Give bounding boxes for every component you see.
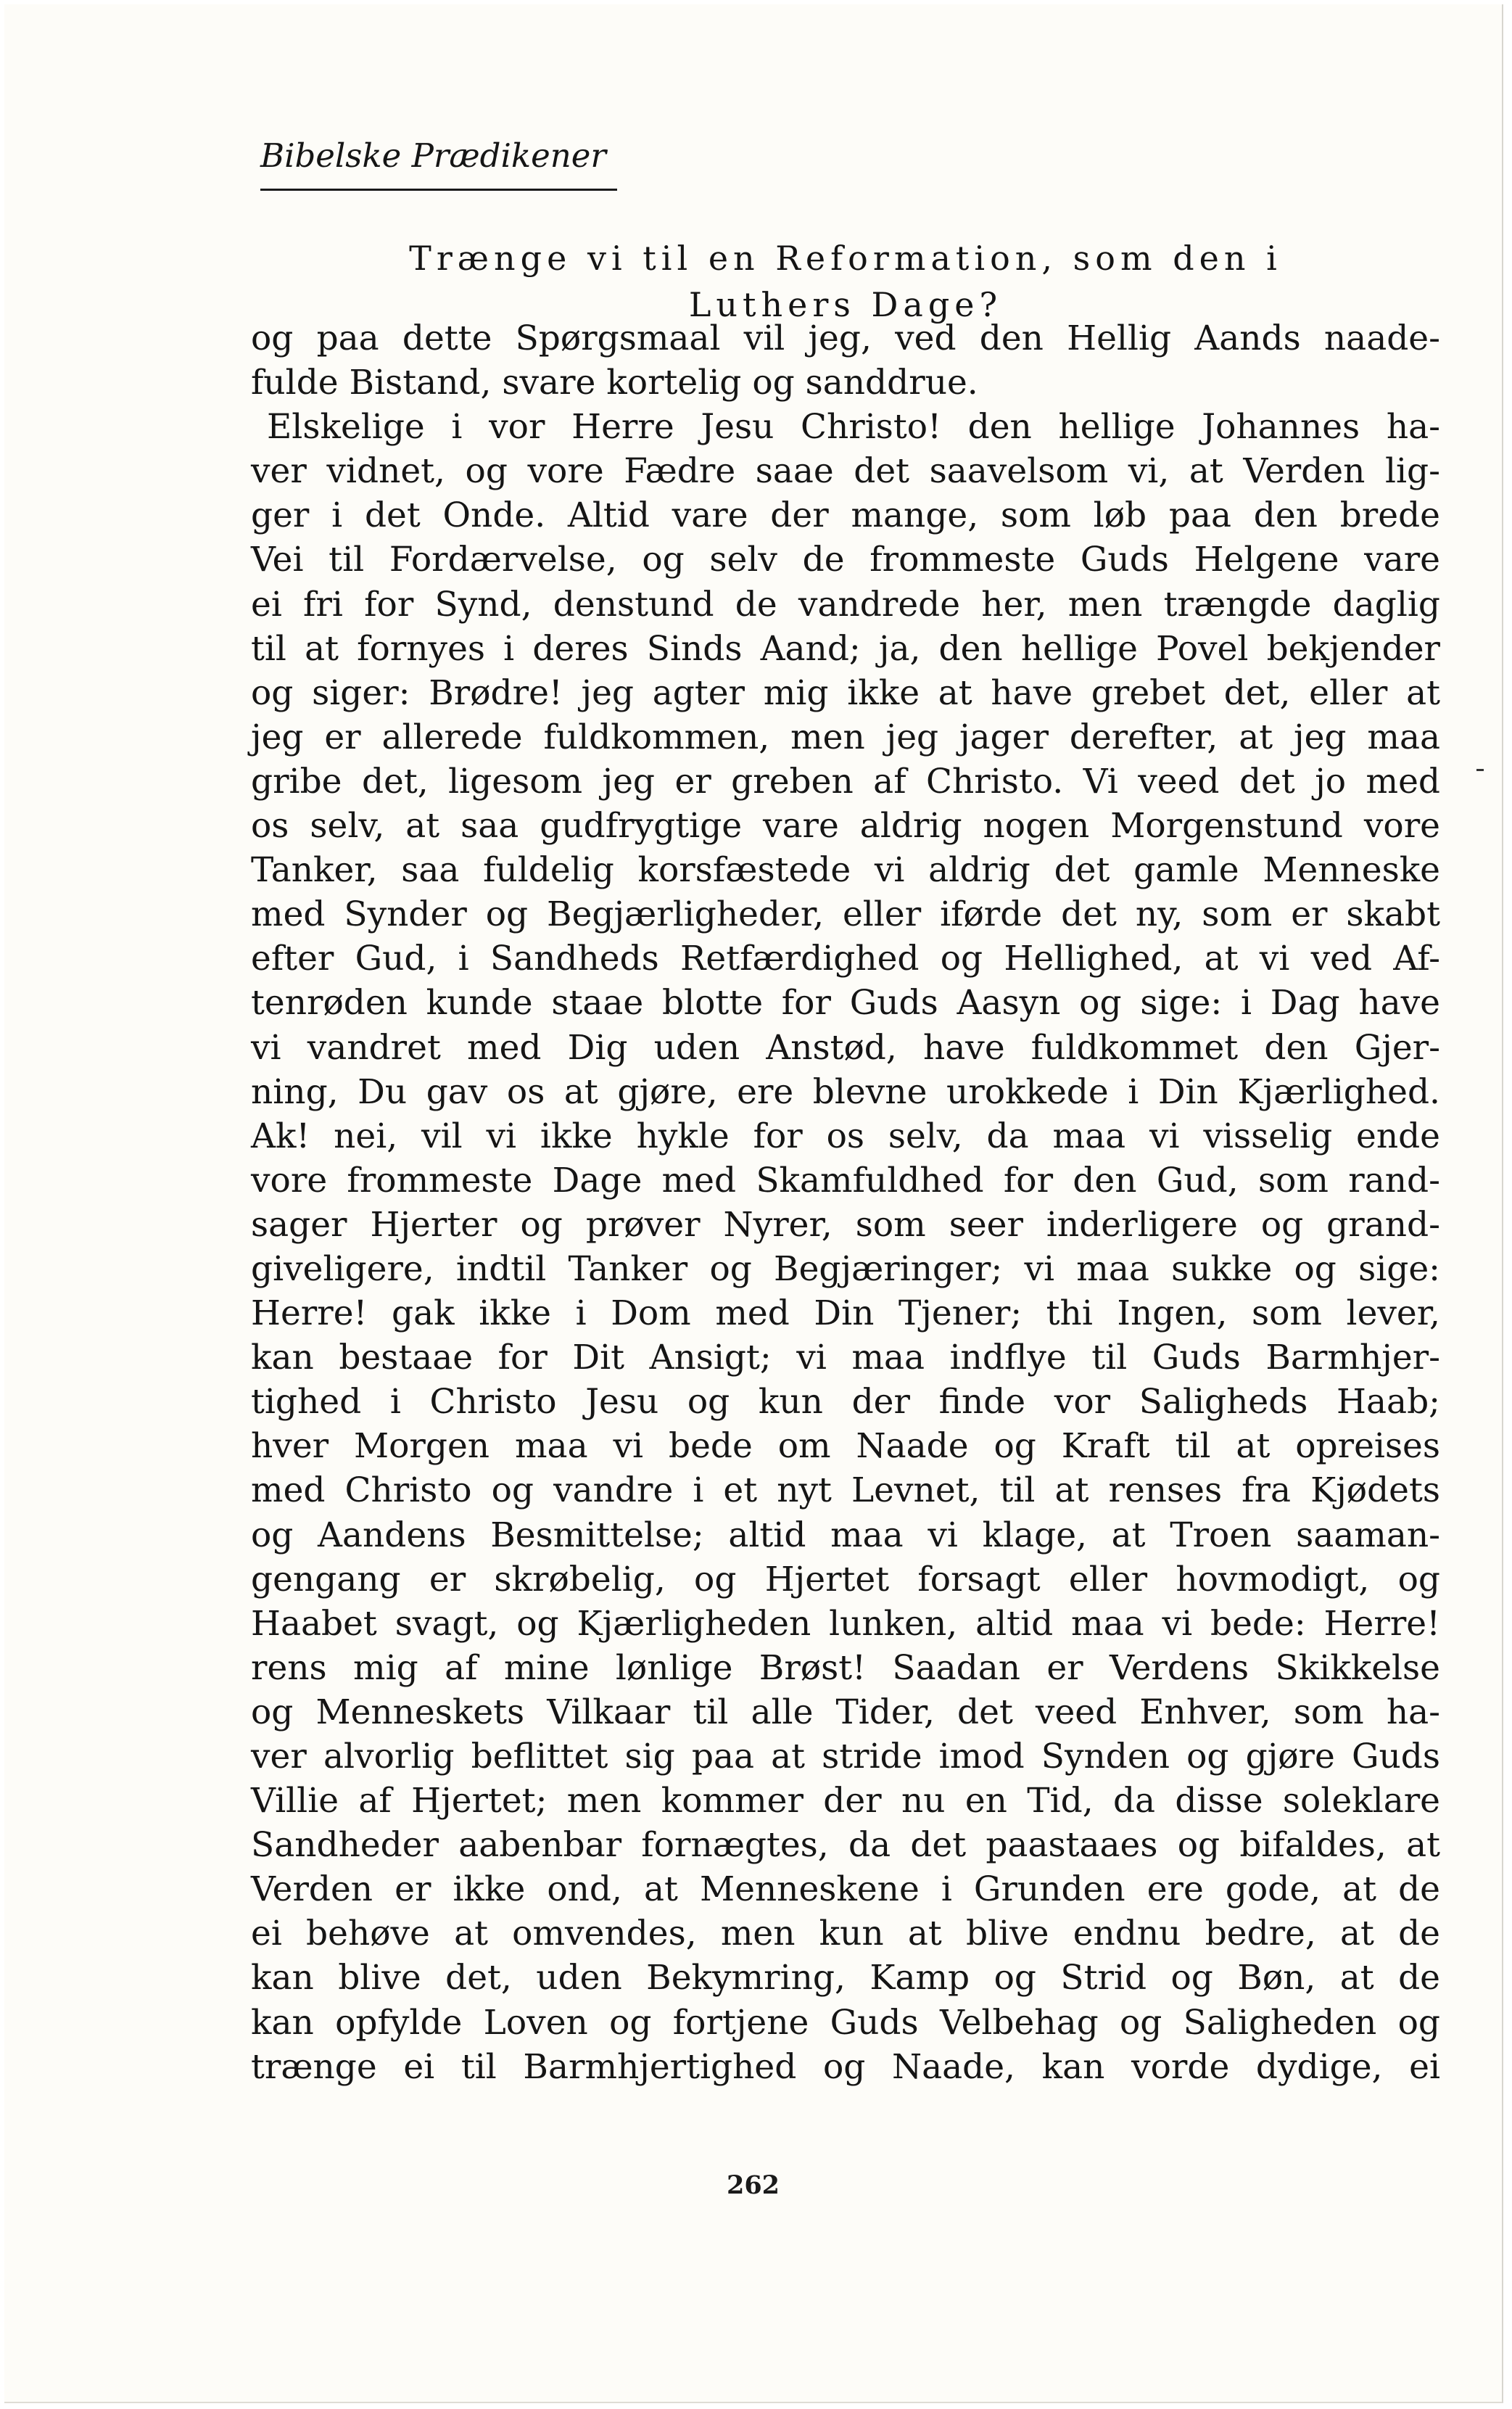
body-text	[251, 316, 1440, 2089]
text-line: ger i det Onde. Altid vare der mange, som løb paa den brede	[251, 495, 1440, 536]
text-line: Verden er ikke ond, at Menneskene i Grunden ere gode, at de	[251, 1869, 1440, 1910]
text-line: gengang er skrøbelig, og Hjertet forsagt eller hovmodigt, og	[251, 1559, 1440, 1599]
text-line: kan opfylde Loven og fortjene Guds Velbehag og Saligheden og	[251, 2002, 1440, 2043]
text-line: og paa dette Spørgsmaal vil jeg, ved den Hellig Aands naade-	[251, 318, 1440, 358]
text-line: gribe det, ligesom jeg er greben af Christo. Vi veed det jo med	[251, 761, 1440, 802]
margin-mark	[1476, 769, 1484, 771]
running-head: Bibelske Prædikener	[260, 136, 606, 175]
text-line: og siger: Brødre! jeg agter mig ikke at have grebet det, eller at	[251, 672, 1440, 713]
running-head-rule	[260, 189, 617, 191]
text-line: Ak! nei, vil vi ikke hykle for os selv, da maa vi visselig ende	[251, 1116, 1440, 1156]
text-line: Vei til Fordærvelse, og selv de frommeste Guds Helgene vare	[251, 540, 1440, 580]
text-line: vi vandret med Dig uden Anstød, have fuldkommet den Gjer-	[251, 1027, 1440, 1068]
text-line: rens mig af mine lønlige Brøst! Saadan er Verdens Skikkelse	[251, 1647, 1440, 1688]
text-line: ning, Du gav os at gjøre, ere blevne urokkede i Din Kjærlighed.	[251, 1071, 1440, 1112]
text-line: ver alvorlig beflittet sig paa at stride imod Synden og gjøre Guds	[251, 1737, 1440, 1776]
section-title	[251, 235, 1440, 328]
section-title-line-2: Luthers Dage?	[688, 285, 1003, 324]
text-line: med Synder og Begjærligheder, eller iførde det ny, som er skabt	[251, 894, 1440, 935]
text-line: trænge ei til Barmhjertighed og Naade, kan vorde dydige, ei	[251, 2046, 1440, 2087]
text-line: Herre! gak ikke i Dom med Din Tjener; thi Ingen, som lever,	[251, 1293, 1440, 1334]
text-line: til at fornyes i deres Sinds Aand; ja, den hellige Povel bekjender	[251, 628, 1440, 669]
text-line: efter Gud, i Sandheds Retfærdighed og Hellighed, at vi ved Af-	[251, 939, 1440, 979]
text-line: jeg er allerede fuldkommen, men jeg jager derefter, at jeg maa	[251, 717, 1440, 757]
text-line: tenrøden kunde staae blotte for Guds Aasyn og sige: i Dag have	[251, 983, 1440, 1024]
text-line: ver vidnet, og vore Fædre saae det saavelsom vi, at Verden lig-	[251, 451, 1440, 492]
text-line: ei behøve at omvendes, men kun at blive endnu bedre, at de	[251, 1914, 1440, 1954]
text-line: ei fri for Synd, denstund de vandrede her, men trængde daglig	[251, 584, 1440, 625]
text-line: med Christo og vandre i et nyt Levnet, til at renses fra Kjødets	[251, 1470, 1440, 1511]
text-line: vore frommeste Dage med Skamfuldhed for den Gud, som rand-	[251, 1160, 1440, 1201]
text-line: hver Morgen maa vi bede om Naade og Kraft til at opreises	[251, 1426, 1440, 1467]
text-line: giveligere, indtil Tanker og Begjæringer; vi maa sukke og sige:	[251, 1248, 1440, 1289]
text-line: Villie af Hjertet; men kommer der nu en Tid, da disse soleklare	[251, 1781, 1440, 1821]
text-line: kan blive det, uden Bekymring, Kamp og Strid og Bøn, at de	[251, 1958, 1440, 1998]
text-line: sager Hjerter og prøver Nyrer, som seer inderligere og grand-	[251, 1204, 1440, 1245]
text-line: og Menneskets Vilkaar til alle Tider, det veed Enhver, som ha-	[251, 1692, 1440, 1732]
page-number: 262	[726, 2170, 780, 2200]
text-line: kan bestaae for Dit Ansigt; vi maa indflye til Guds Barmhjer-	[251, 1338, 1440, 1378]
text-line: fulde Bistand, svare kortelig og sanddrue.	[251, 363, 978, 403]
text-line: og Aandens Besmittelse; altid maa vi klage, at Troen saaman-	[251, 1515, 1440, 1555]
text-line: tighed i Christo Jesu og kun der finde vor Saligheds Haab;	[251, 1382, 1440, 1422]
text-line: Haabet svagt, og Kjærligheden lunken, altid maa vi bede: Herre!	[251, 1603, 1440, 1644]
section-title-line-1: Trænge vi til en Reformation, som den i	[409, 239, 1282, 278]
book-page	[4, 4, 1503, 2403]
text-line: Sandheder aabenbar fornægtes, da det paastaaes og bifaldes, at	[251, 1825, 1440, 1866]
text-line: Elskelige i vor Herre Jesu Christo! den hellige Johannes ha-	[267, 407, 1440, 448]
text-line: os selv, at saa gudfrygtige vare aldrig nogen Morgenstund vore	[251, 806, 1440, 847]
text-line: Tanker, saa fuldelig korsfæstede vi aldrig det gamle Menneske	[251, 850, 1440, 891]
